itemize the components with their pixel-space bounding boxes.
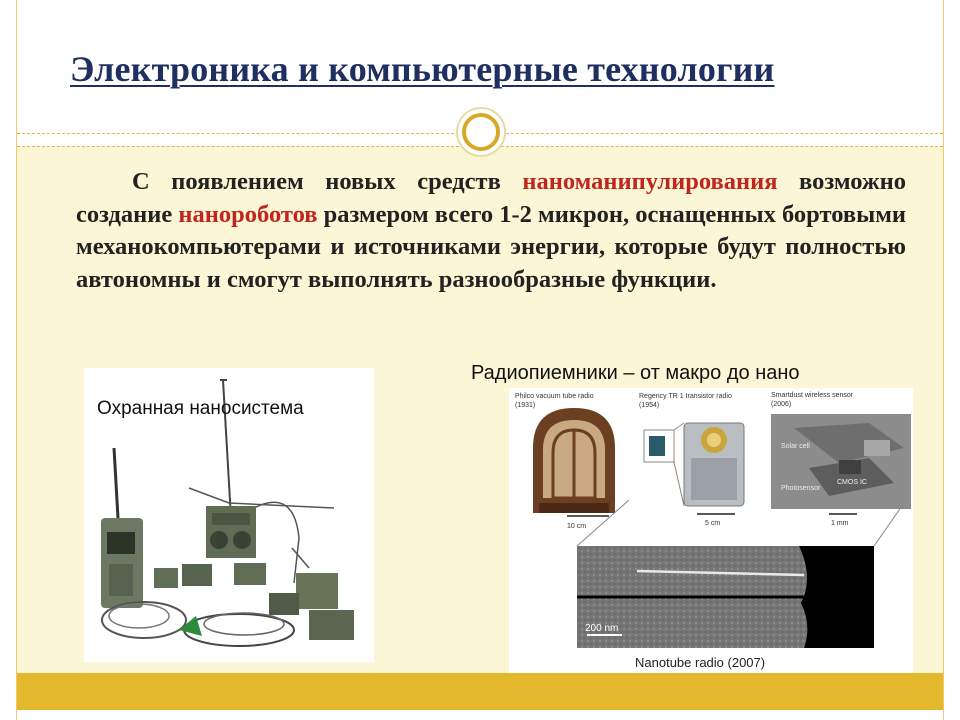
- panel-year-smartdust: (2006): [771, 401, 792, 408]
- panel-label-philco: Philco vacuum tube radio: [515, 393, 594, 400]
- body-text-1: С появлением новых средств: [132, 168, 523, 195]
- panel-label-smartdust: Smartdust wireless sensor: [771, 392, 854, 399]
- body-paragraph: [76, 166, 906, 296]
- body-text-2: возможно создание: [76, 168, 906, 228]
- highlight-nanorobots: нанороботов: [178, 200, 318, 228]
- decorative-ring-icon: [455, 106, 507, 158]
- philco-radio: [533, 408, 615, 513]
- panel-year-philco: (1931): [515, 402, 536, 409]
- slide-title: Электроника и компьютерные технологии: [70, 49, 775, 89]
- right-figure-caption: Радиопиемники – от макро до нано: [471, 362, 800, 384]
- radio-evolution-figure: [509, 388, 913, 673]
- footer-accent-bar: [17, 673, 943, 710]
- sem-label-photosensor: Photosensor: [781, 485, 821, 492]
- smartdust-sem-image: [771, 414, 911, 509]
- nanotube-sem-image: [577, 546, 874, 648]
- scale-bar-200nm: 200 nm: [585, 623, 619, 634]
- nanotube-caption: Nanotube radio (2007): [635, 655, 766, 670]
- scale-bar-1mm: 1 mm: [831, 520, 849, 527]
- panel-label-regency: Regency TR 1 transistor radio: [639, 393, 732, 400]
- sem-label-solar: Solar cell: [781, 443, 810, 450]
- scale-bar-5cm: 5 cm: [705, 520, 721, 527]
- highlight-nanomanipulation: наноманипулирования: [522, 168, 778, 195]
- scale-bar-10cm: 10 cm: [567, 523, 587, 530]
- body-text-3: размером всего 1-2 микрон, оснащенных бортовыми механокомпьютерами и источниками энергии, которые будут полностью автономны и смогут выполнять разнообразные функции.: [76, 200, 907, 293]
- regency-radio: [684, 423, 744, 506]
- left-figure-caption: Охранная наносистема: [97, 398, 304, 419]
- panel-year-regency: (1954): [639, 402, 660, 409]
- radio-evolution-illustration: [509, 388, 913, 673]
- sem-label-cmos: CMOS IC: [837, 479, 867, 486]
